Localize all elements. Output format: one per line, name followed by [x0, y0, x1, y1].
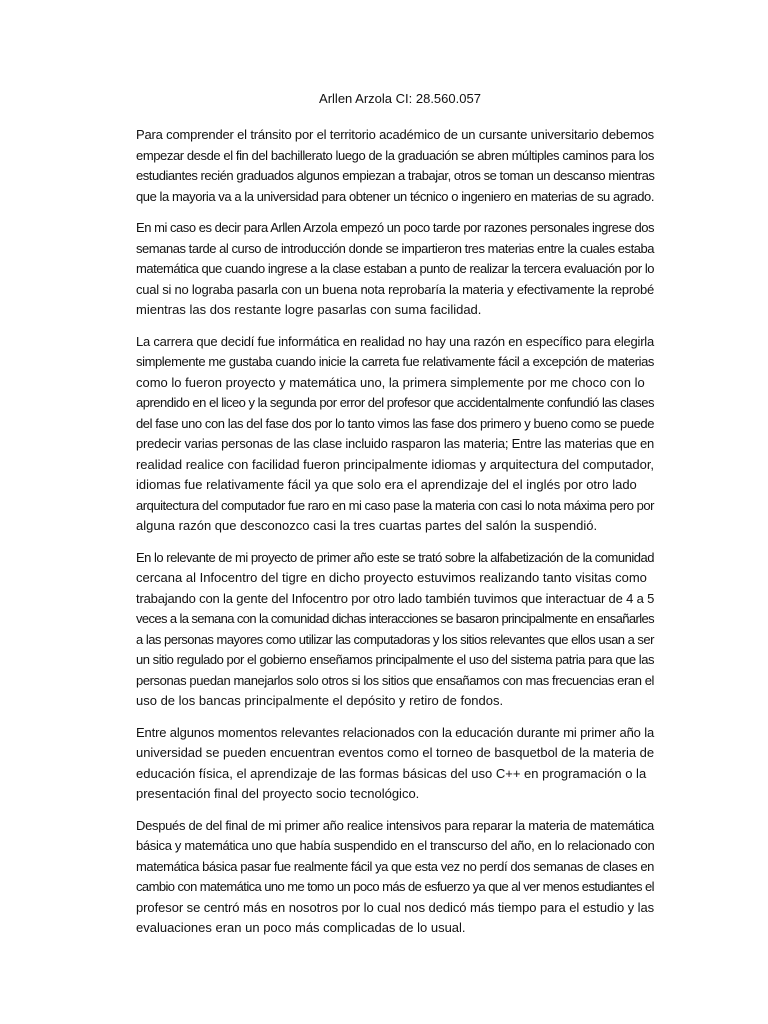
paragraph-line: simplemente me gustaba cuando inicie la carreta fue relativamente fácil a excepción de materias [136, 354, 654, 369]
paragraph-line: semanas tarde al curso de introducción donde se impartieron tres materias entre la cuales estaba [136, 240, 655, 256]
paragraph-line: empezar desde el fin del bachillerato luego de la graduación se abren múltiples caminos para los [136, 147, 654, 163]
paragraph-line: mientras las dos restante logre pasarlas con suma facilidad. [136, 302, 482, 317]
paragraph-line: cercana al Infocentro del tigre en dicho proyecto estuvimos realizando tanto visitas como [136, 570, 647, 585]
paragraph-line: Después de del final de mi primer año realice intensivos para reparar la materia de matemática [136, 817, 654, 833]
paragraph-line: presentación final del proyecto socio tecnológico. [136, 786, 420, 801]
paragraph-line: idiomas fue relativamente fácil ya que solo era el aprendizaje del el inglés por otro lado [136, 477, 637, 492]
paragraph-line: La carrera que decidí fue informática en realidad no hay una razón en específico para elegirla [136, 333, 654, 349]
paragraph-5 [136, 723, 654, 805]
paragraph-line: predecir varias personas de las clase incluido rasparon las materia; Entre las materias que en [136, 436, 654, 451]
paragraph-6 [136, 816, 654, 939]
paragraph-line: aprendido en el liceo y la segunda por error del profesor que accidentalmente confundió las clases [136, 395, 655, 410]
paragraph-line: Para comprender el tránsito por el territorio académico de un cursante universitario debemos [136, 127, 654, 142]
paragraph-line: personas puedan manejarlos solo otros si los sitios que ensañamos con mas frecuencias eran el [136, 672, 655, 688]
paragraph-line: profesor se centró más en nosotros por lo cual nos dedicó más tiempo para el estudio y las [136, 899, 655, 915]
paragraph-line: educación física, el aprendizaje de las formas básicas del uso C++ en programación o la [136, 765, 647, 781]
paragraph-line: matemática que cuando ingrese a la clase estaban a punto de realizar la tercera evaluación por lo [136, 261, 655, 276]
paragraph-line: cual si no lograba pasarla con un buena nota reprobaría la materia y efectivamente la reprobé [136, 281, 654, 297]
paragraph-line: Entre algunos momentos relevantes relacionados con la educación durante mi primer año la [136, 724, 655, 740]
paragraph-line: un sitio regulado por el gobierno enseñamos principalmente el uso del sistema patria para que las [136, 652, 654, 667]
paragraph-line: cambio con matemática uno me tomo un poco más de esfuerzo ya que al ver menos estudiantes el [136, 879, 654, 894]
paragraph-line: alguna razón que desconozco casi la tres cuartas partes del salón la suspendió. [136, 518, 598, 533]
paragraph-line: uso de los bancas principalmente el depósito y retiro de fondos. [136, 693, 504, 708]
paragraph-3 [136, 332, 654, 537]
paragraph-4 [136, 548, 654, 712]
paragraph-line: estudiantes recién graduados algunos empiezan a trabajar, otros se toman un descanso mientras [136, 168, 655, 183]
paragraph-line: arquitectura del computador fue raro en mi caso pase la materia con casi lo nota máxima pero por [136, 497, 654, 513]
paragraph-line: En mi caso es decir para Arllen Arzola empezó un poco tarde por razones personales ingrese dos [136, 220, 655, 235]
paragraph-line: a las personas mayores como utilizar las computadoras y los sitios relevantes que ellos usan a ser [136, 631, 654, 647]
paragraph-line: veces a la semana con la comunidad dichas interacciones se basaron principalmente en ensañarles [136, 611, 654, 626]
paragraph-line: matemática básica pasar fue realmente fácil ya que esta vez no perdí dos semanas de clases en [136, 858, 654, 874]
paragraph-line: universidad se pueden encuentran eventos como el torneo de basquetbol de la materia de [136, 745, 655, 760]
document-title: Arllen Arzola CI: 28.560.057 [319, 91, 481, 106]
paragraph-line: evaluaciones eran un poco más complicadas de lo usual. [136, 920, 466, 935]
paragraph-line: trabajando con la gente del Infocentro por otro lado también tuvimos que interactuar de 4 a 5 [136, 590, 655, 606]
paragraph-line: que la mayoria va a la universidad para obtener un técnico o ingeniero en materias de su agrado. [136, 188, 655, 204]
paragraph-line: básica y matemática uno que había suspendido en el transcurso del año, en lo relacionado con [136, 838, 655, 853]
paragraph-2 [136, 218, 654, 321]
paragraph-line: como lo fueron proyecto y matemática uno, la primera simplemente por me choco con lo [136, 374, 645, 390]
paragraph-line: En lo relevante de mi proyecto de primer año este se trató sobre la alfabetización de la comunidad [136, 549, 654, 565]
paragraph-line: del fase uno con las del fase dos por lo tanto vimos las fase dos primero y bueno como se puede [136, 415, 655, 431]
paragraph-1 [136, 125, 654, 207]
paragraph-line: realidad realice con facilidad fueron principalmente idiomas y arquitectura del computador, [136, 456, 655, 472]
